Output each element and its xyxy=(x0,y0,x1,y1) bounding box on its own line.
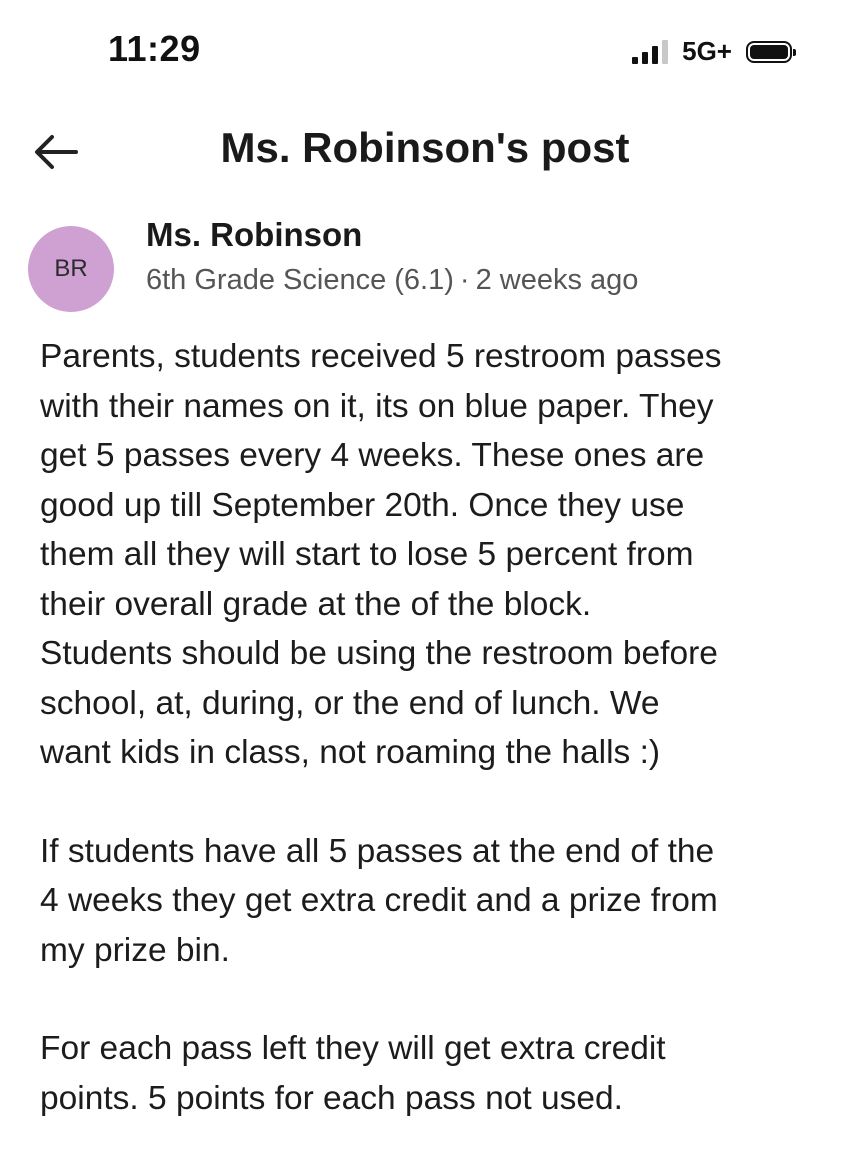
post-line: my prize bin. xyxy=(40,931,230,969)
post-line: For each pass left they will get extra credit xyxy=(40,1030,666,1067)
post-line: with their names on it, its on blue paper. They xyxy=(40,387,714,425)
status-time: 11:29 xyxy=(108,28,201,69)
page-title: Ms. Robinson's post xyxy=(220,124,630,171)
post-line: 4 weeks they get extra credit and a prize from xyxy=(40,882,718,919)
post-line: school, at, during, or the end of lunch. We xyxy=(40,684,660,722)
class-name: 6th Grade Science (6.1) xyxy=(146,264,454,296)
post-line: If students have all 5 passes at the end of the xyxy=(40,832,715,870)
post-author-row xyxy=(28,212,828,312)
status-bar xyxy=(0,0,850,100)
post-meta xyxy=(146,264,638,297)
network-type: 5G+ xyxy=(682,36,732,66)
post-body xyxy=(40,332,820,1172)
post-line: Parents, students received 5 restroom passes xyxy=(40,338,722,375)
battery-icon xyxy=(746,41,792,63)
post-paragraph xyxy=(40,1024,820,1123)
post-line: them all they will start to lose 5 percent from xyxy=(40,536,694,573)
post-line: get 5 passes every 4 weeks. These ones are xyxy=(40,437,705,474)
status-indicators xyxy=(632,36,792,67)
post-paragraph xyxy=(40,332,820,778)
post-time-ago: 2 weeks ago xyxy=(475,264,639,296)
post-header xyxy=(0,110,850,190)
author-name[interactable]: Ms. Robinson xyxy=(146,216,363,253)
post-line: points. 5 points for each pass not used. xyxy=(40,1079,623,1117)
avatar[interactable] xyxy=(28,226,114,312)
post-line: good up till September 20th. Once they use xyxy=(40,486,685,524)
signal-icon xyxy=(632,40,668,64)
avatar-initials: BR xyxy=(54,255,88,282)
post-paragraph xyxy=(40,827,820,976)
post-line: their overall grade at the of the block. xyxy=(40,585,592,623)
post-line: want kids in class, not roaming the halls :) xyxy=(40,734,661,771)
post-line: Students should be using the restroom before xyxy=(40,635,718,672)
meta-separator: · xyxy=(459,264,470,296)
